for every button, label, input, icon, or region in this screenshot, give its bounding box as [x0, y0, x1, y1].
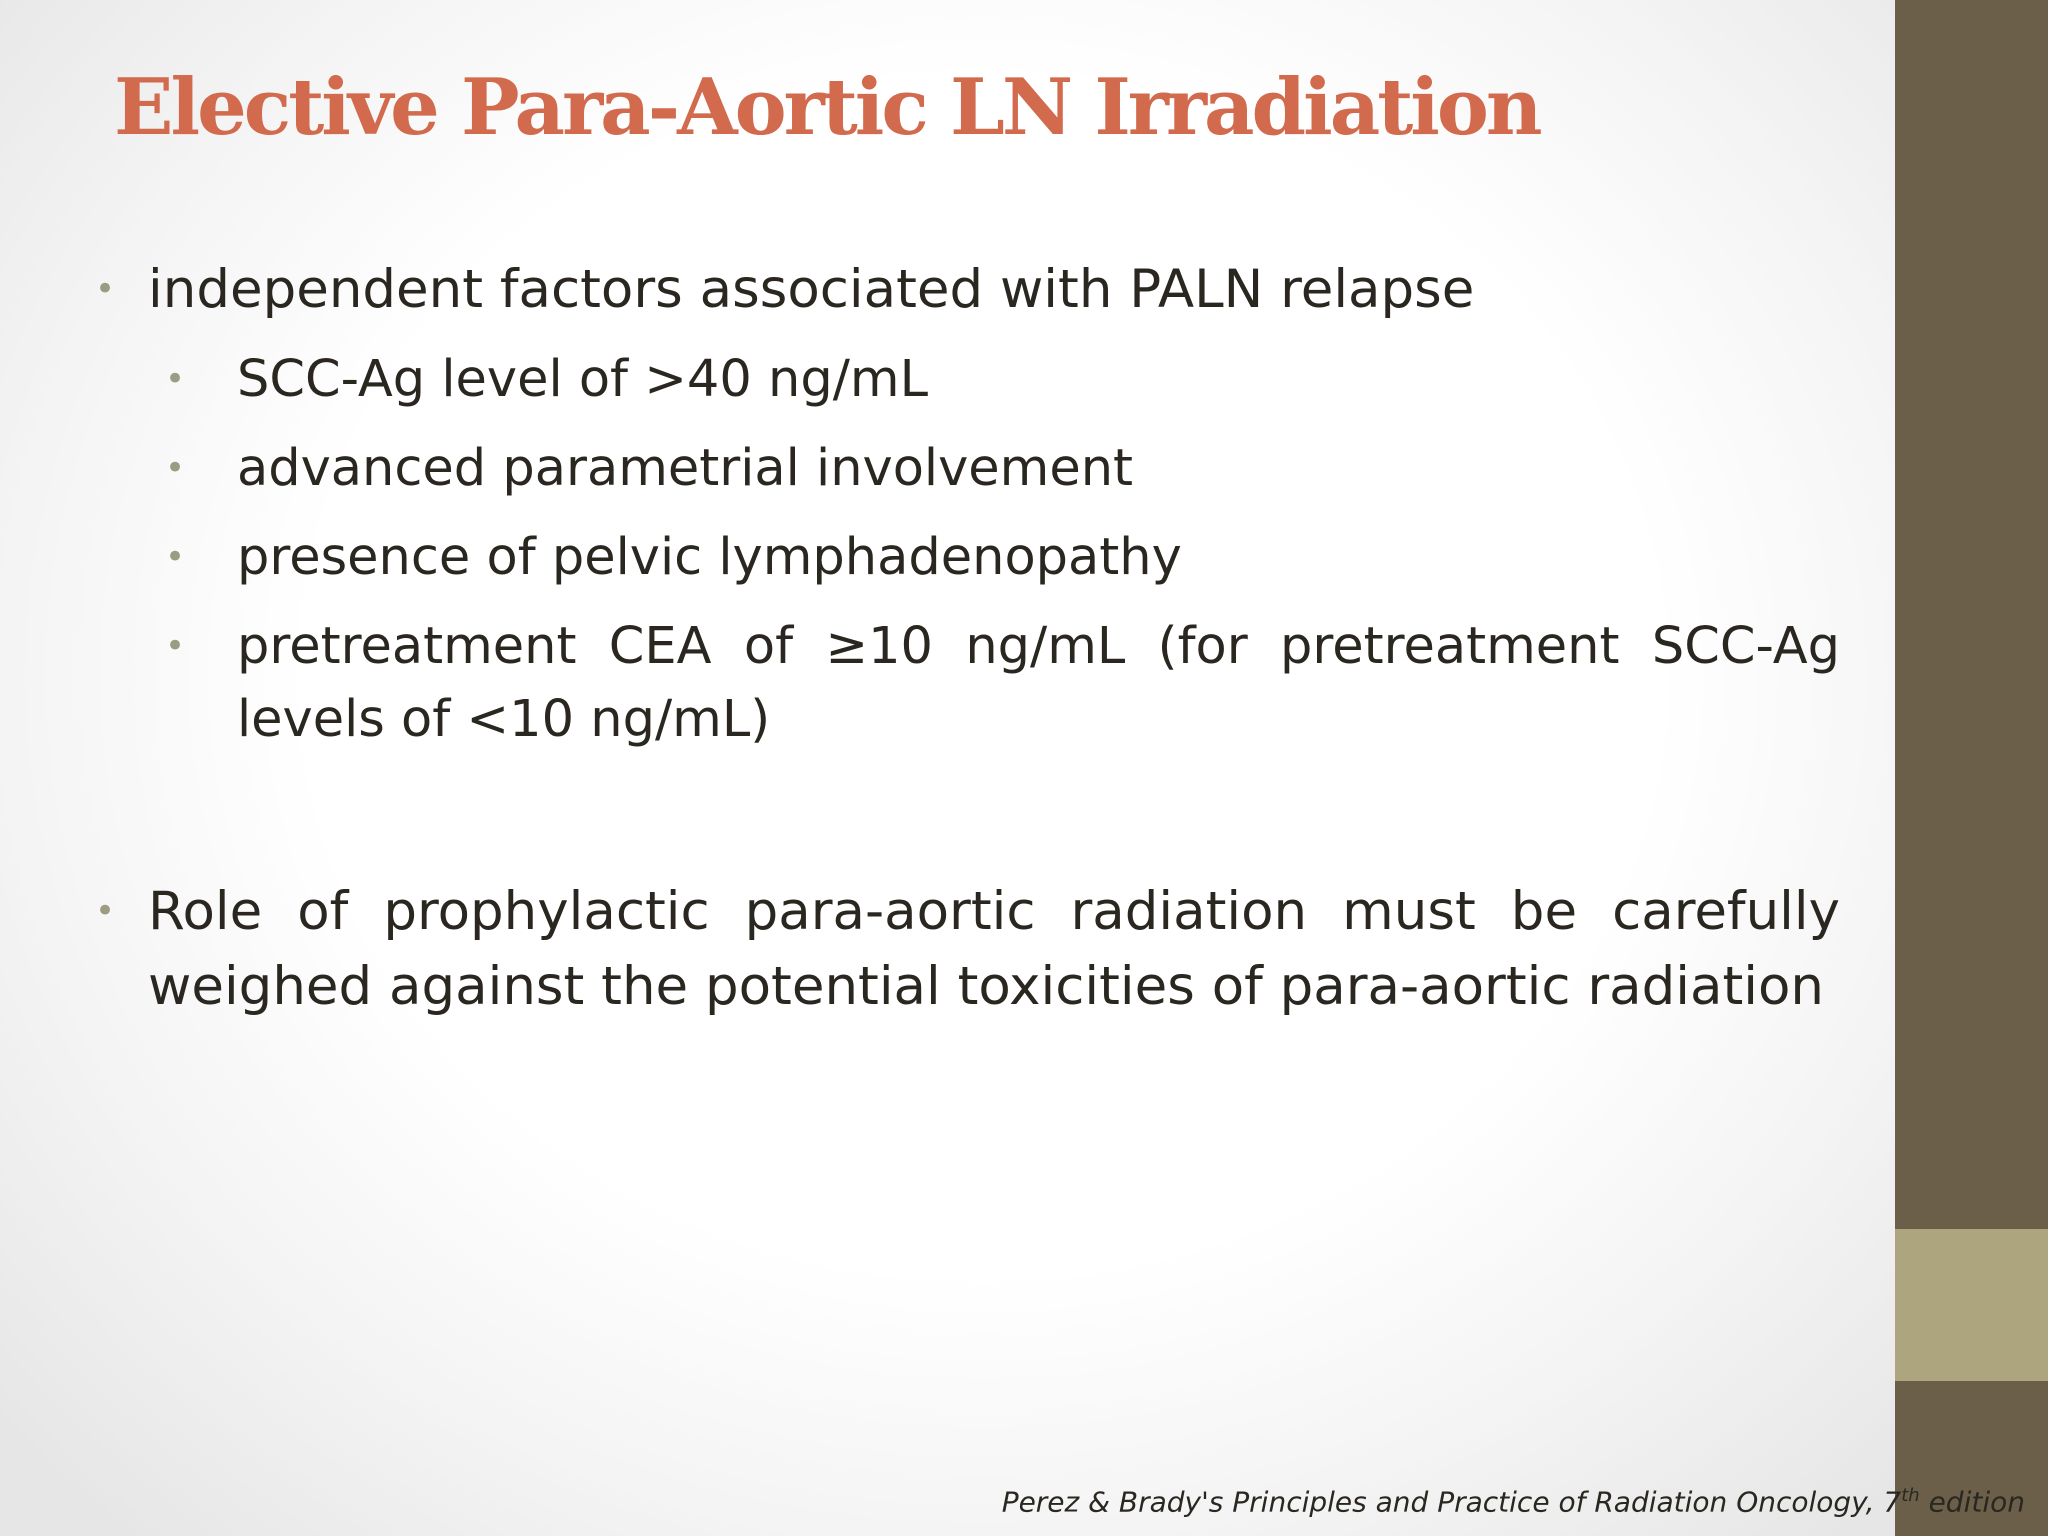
- bullet-dot-icon: •: [165, 359, 186, 399]
- bullet-dot-icon: •: [165, 626, 186, 666]
- bullet-text: Role of prophylactic para-aortic radiation must be carefully weighed against the potential toxicities of para-aortic radiation: [148, 881, 1840, 1017]
- bullet-dot-icon: •: [95, 269, 116, 309]
- bullet-item: [95, 874, 1840, 1024]
- slide-title: Elective Para-Aortic LN Irradiation: [114, 62, 1540, 153]
- sub-bullet-item: [165, 343, 1840, 416]
- sub-bullet-text: SCC-Ag level of >40 ng/mL: [237, 350, 929, 409]
- sub-bullet-item: [165, 432, 1840, 505]
- bullet-dot-icon: •: [95, 891, 116, 931]
- sub-bullet-item: [165, 521, 1840, 594]
- bullet-dot-icon: •: [165, 537, 186, 577]
- bullet-dot-icon: •: [165, 448, 186, 488]
- bullet-text: independent factors associated with PALN relapse: [148, 259, 1475, 320]
- slide-content: [95, 252, 1840, 1024]
- sub-bullet-text: pretreatment CEA of ≥10 ng/mL (for pretreatment SCC-Ag levels of <10 ng/mL): [237, 617, 1840, 749]
- citation-text: Perez & Brady's Principles and Practice of Radiation Oncology, 7: [1001, 1485, 1902, 1518]
- sub-bullet-list: [95, 343, 1840, 756]
- citation-superscript: th: [1901, 1484, 1920, 1506]
- bullet-item: [95, 252, 1840, 756]
- citation: [1002, 1485, 2025, 1518]
- side-accent-block: [1895, 1229, 2048, 1381]
- citation-tail: edition: [1919, 1485, 2025, 1518]
- bullet-list: [95, 252, 1840, 1024]
- sub-bullet-text: advanced parametrial involvement: [237, 439, 1134, 498]
- sub-bullet-item: [165, 610, 1840, 756]
- sub-bullet-text: presence of pelvic lymphadenopathy: [237, 528, 1182, 587]
